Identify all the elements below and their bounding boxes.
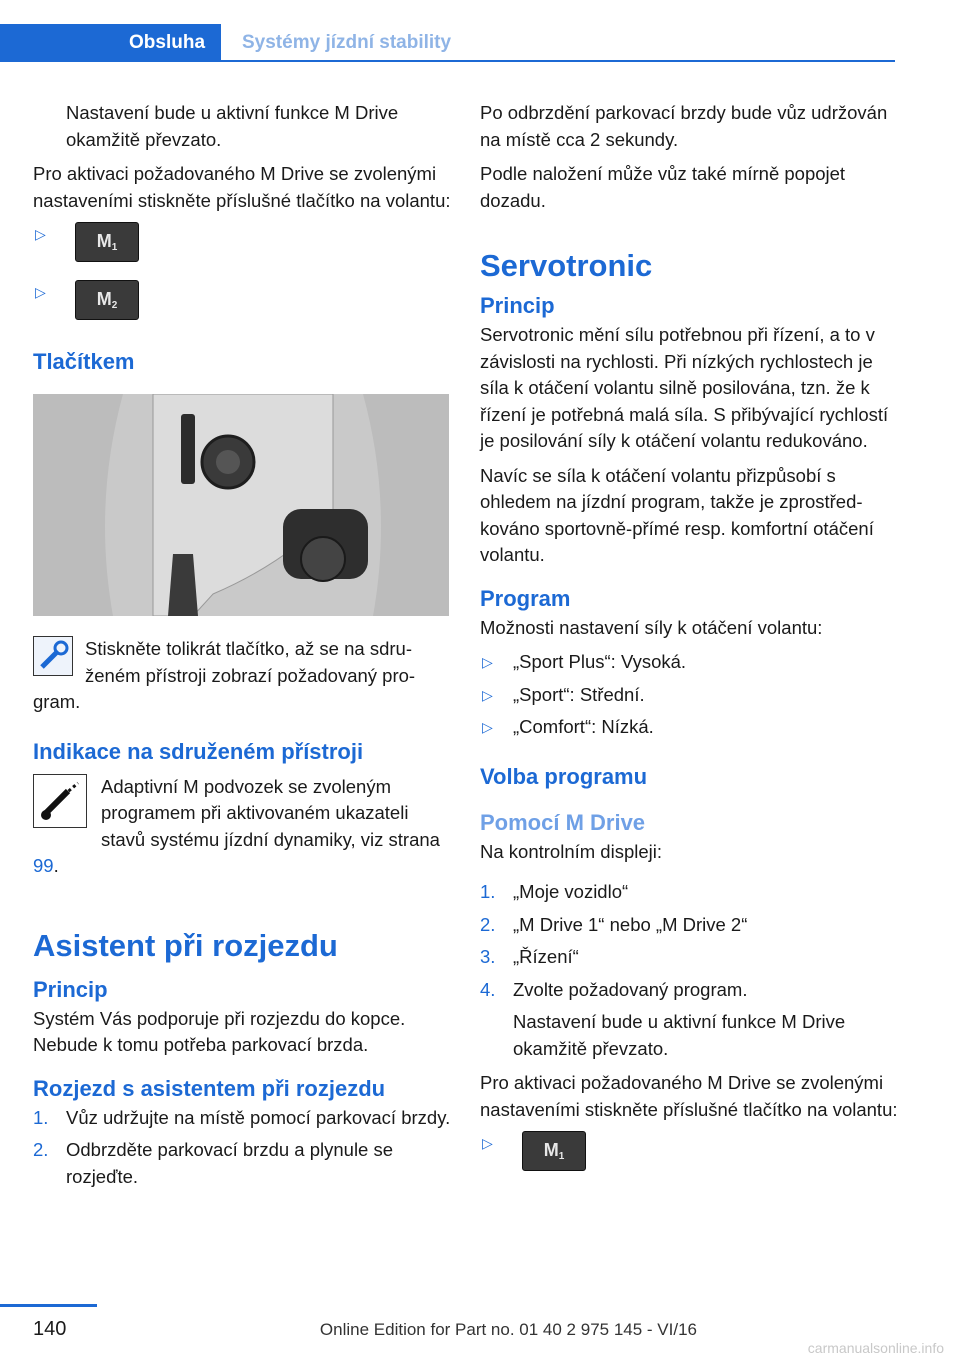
steps-list: [480, 879, 898, 1062]
heading-princip: Princip: [33, 976, 108, 1002]
heading-princip-right: Princip: [480, 293, 555, 318]
paragraph: Možnosti nastavení síly k otáčení volantu:: [480, 616, 823, 638]
list-item: ▷ „Sport Plus“: Vysoká.: [480, 649, 898, 676]
header-bar-left: [0, 24, 103, 61]
paragraph: Podle naložení může vůz také mírně popojet dozadu.: [480, 163, 846, 211]
list-item: ▷ „Sport“: Střední.: [480, 682, 898, 709]
list-item: 2. Odbrzděte parkovací brzdu a plynule se rozjeďte.: [33, 1139, 394, 1187]
m1-button-image: M1: [75, 222, 139, 262]
heading-volba: Volba programu: [480, 763, 648, 789]
list-item: 1. „Moje vozidlo“: [480, 881, 629, 902]
paragraph: Servotronic mění sílu potřebnou při řízení, a to v závislosti na rychlosti. Při nízkých rychlostech je síla k otáčení volantu silně posilována, tzn. že k řízení je potřebná malá síla. S přibývající rychlostí je posilování síly k otáčení volantu redukováno.: [480, 324, 889, 451]
header-line: [0, 60, 895, 62]
list-item: 3. „Řízení“: [480, 946, 579, 967]
indikace-end: .: [53, 855, 59, 876]
page-number-line: [0, 1304, 97, 1307]
indikace-block: [33, 774, 451, 880]
header-tab: Obsluha: [103, 24, 221, 61]
list-item: 1. Vůz udržujte na místě pomocí parkovací brzdy.: [33, 1106, 451, 1128]
bullet-triangle-icon: ▷: [482, 1135, 493, 1151]
heading-tlacitkem: Tlačítkem: [33, 349, 135, 374]
m1-button-image: M1: [522, 1131, 586, 1171]
header-section: Systémy jízdní stability: [242, 32, 452, 53]
footer-edition: Online Edition for Part no. 01 40 2 975 145 - VI/16: [319, 1320, 697, 1339]
button-item: [33, 222, 451, 262]
bullet-triangle-icon: ▷: [35, 284, 46, 300]
wrench-icon: [33, 636, 73, 676]
list-item: 2. „M Drive 1“ nebo „M Drive 2“: [480, 913, 748, 935]
heading-asistent: Asistent při rozjezdu: [33, 927, 338, 963]
tip-block: [33, 636, 451, 716]
bullet-triangle-icon: ▷: [482, 654, 493, 670]
list-item: 4. Zvolte požadovaný program. Nastavení bude u aktivní funkce M Drive okamžitě převzato.: [480, 977, 898, 1063]
suspension-indicator-icon: [33, 774, 87, 828]
heading-rozjezd: Rozjezd s asistentem při rozjezdu: [33, 1075, 386, 1101]
paragraph: Navíc se síla k otáčení volantu přizpůsobí s ohledem na jízdní program, takže je zprostředkováno sportovně-přímé resp. komfortní otáčení volantu.: [480, 464, 874, 565]
program-list: [480, 649, 898, 741]
paragraph: Nastavení bude u aktivní funkce M Drive okamžitě převzato.: [66, 102, 399, 150]
left-column: [33, 100, 451, 1198]
steps-list: [33, 1105, 451, 1191]
page-link[interactable]: 99: [33, 855, 54, 876]
list-item: ▷ „Comfort“: Nízká.: [480, 714, 898, 741]
heading-indikace: Indikace na sdruženém přístroji: [33, 738, 364, 764]
bullet-triangle-icon: ▷: [35, 226, 46, 242]
heading-program: Program: [480, 585, 571, 611]
paragraph: Pro aktivaci požadovaného M Drive se zvolenými nastaveními stiskněte příslušné tlačítko na volantu:: [480, 1072, 898, 1120]
paragraph: Na kontrolním displeji:: [480, 840, 662, 862]
center-console-photo: [33, 394, 449, 616]
button-item: [33, 280, 451, 320]
tip-text: Stiskněte tolikrát tlačítko, až se na sdruženém přístroji zobrazí požadovaný program.: [33, 638, 416, 712]
watermark: carmanualsonline.info: [807, 1340, 944, 1356]
bullet-triangle-icon: ▷: [482, 719, 493, 735]
bullet-triangle-icon: ▷: [482, 686, 493, 703]
button-item: [480, 1131, 898, 1171]
heading-pomoci: Pomocí M Drive: [480, 809, 646, 835]
step-note: Nastavení bude u aktivní funkce M Drive okamžitě převzato.: [513, 1011, 846, 1059]
paragraph: Pro aktivaci požadovaného M Drive se zvolenými nastaveními stiskněte příslušné tlačítko na volantu:: [33, 163, 451, 211]
indikace-text: Adaptivní M podvozek se zvoleným programem při aktivovaném ukazateli stavů systému jízdní dynamiky, viz strana: [101, 775, 440, 850]
page-number: 140: [33, 1318, 67, 1340]
m2-button-image: M2: [75, 280, 139, 320]
right-column: [480, 100, 898, 1189]
heading-servotronic: Servotronic: [480, 248, 653, 283]
paragraph: Systém Vás podporuje při rozjezdu do kopce. Nebude k tomu potřeba parkovací brzda.: [33, 1007, 406, 1055]
paragraph: Po odbrzdění parkovací brzdy bude vůz udržován na místě cca 2 sekundy.: [480, 102, 888, 150]
